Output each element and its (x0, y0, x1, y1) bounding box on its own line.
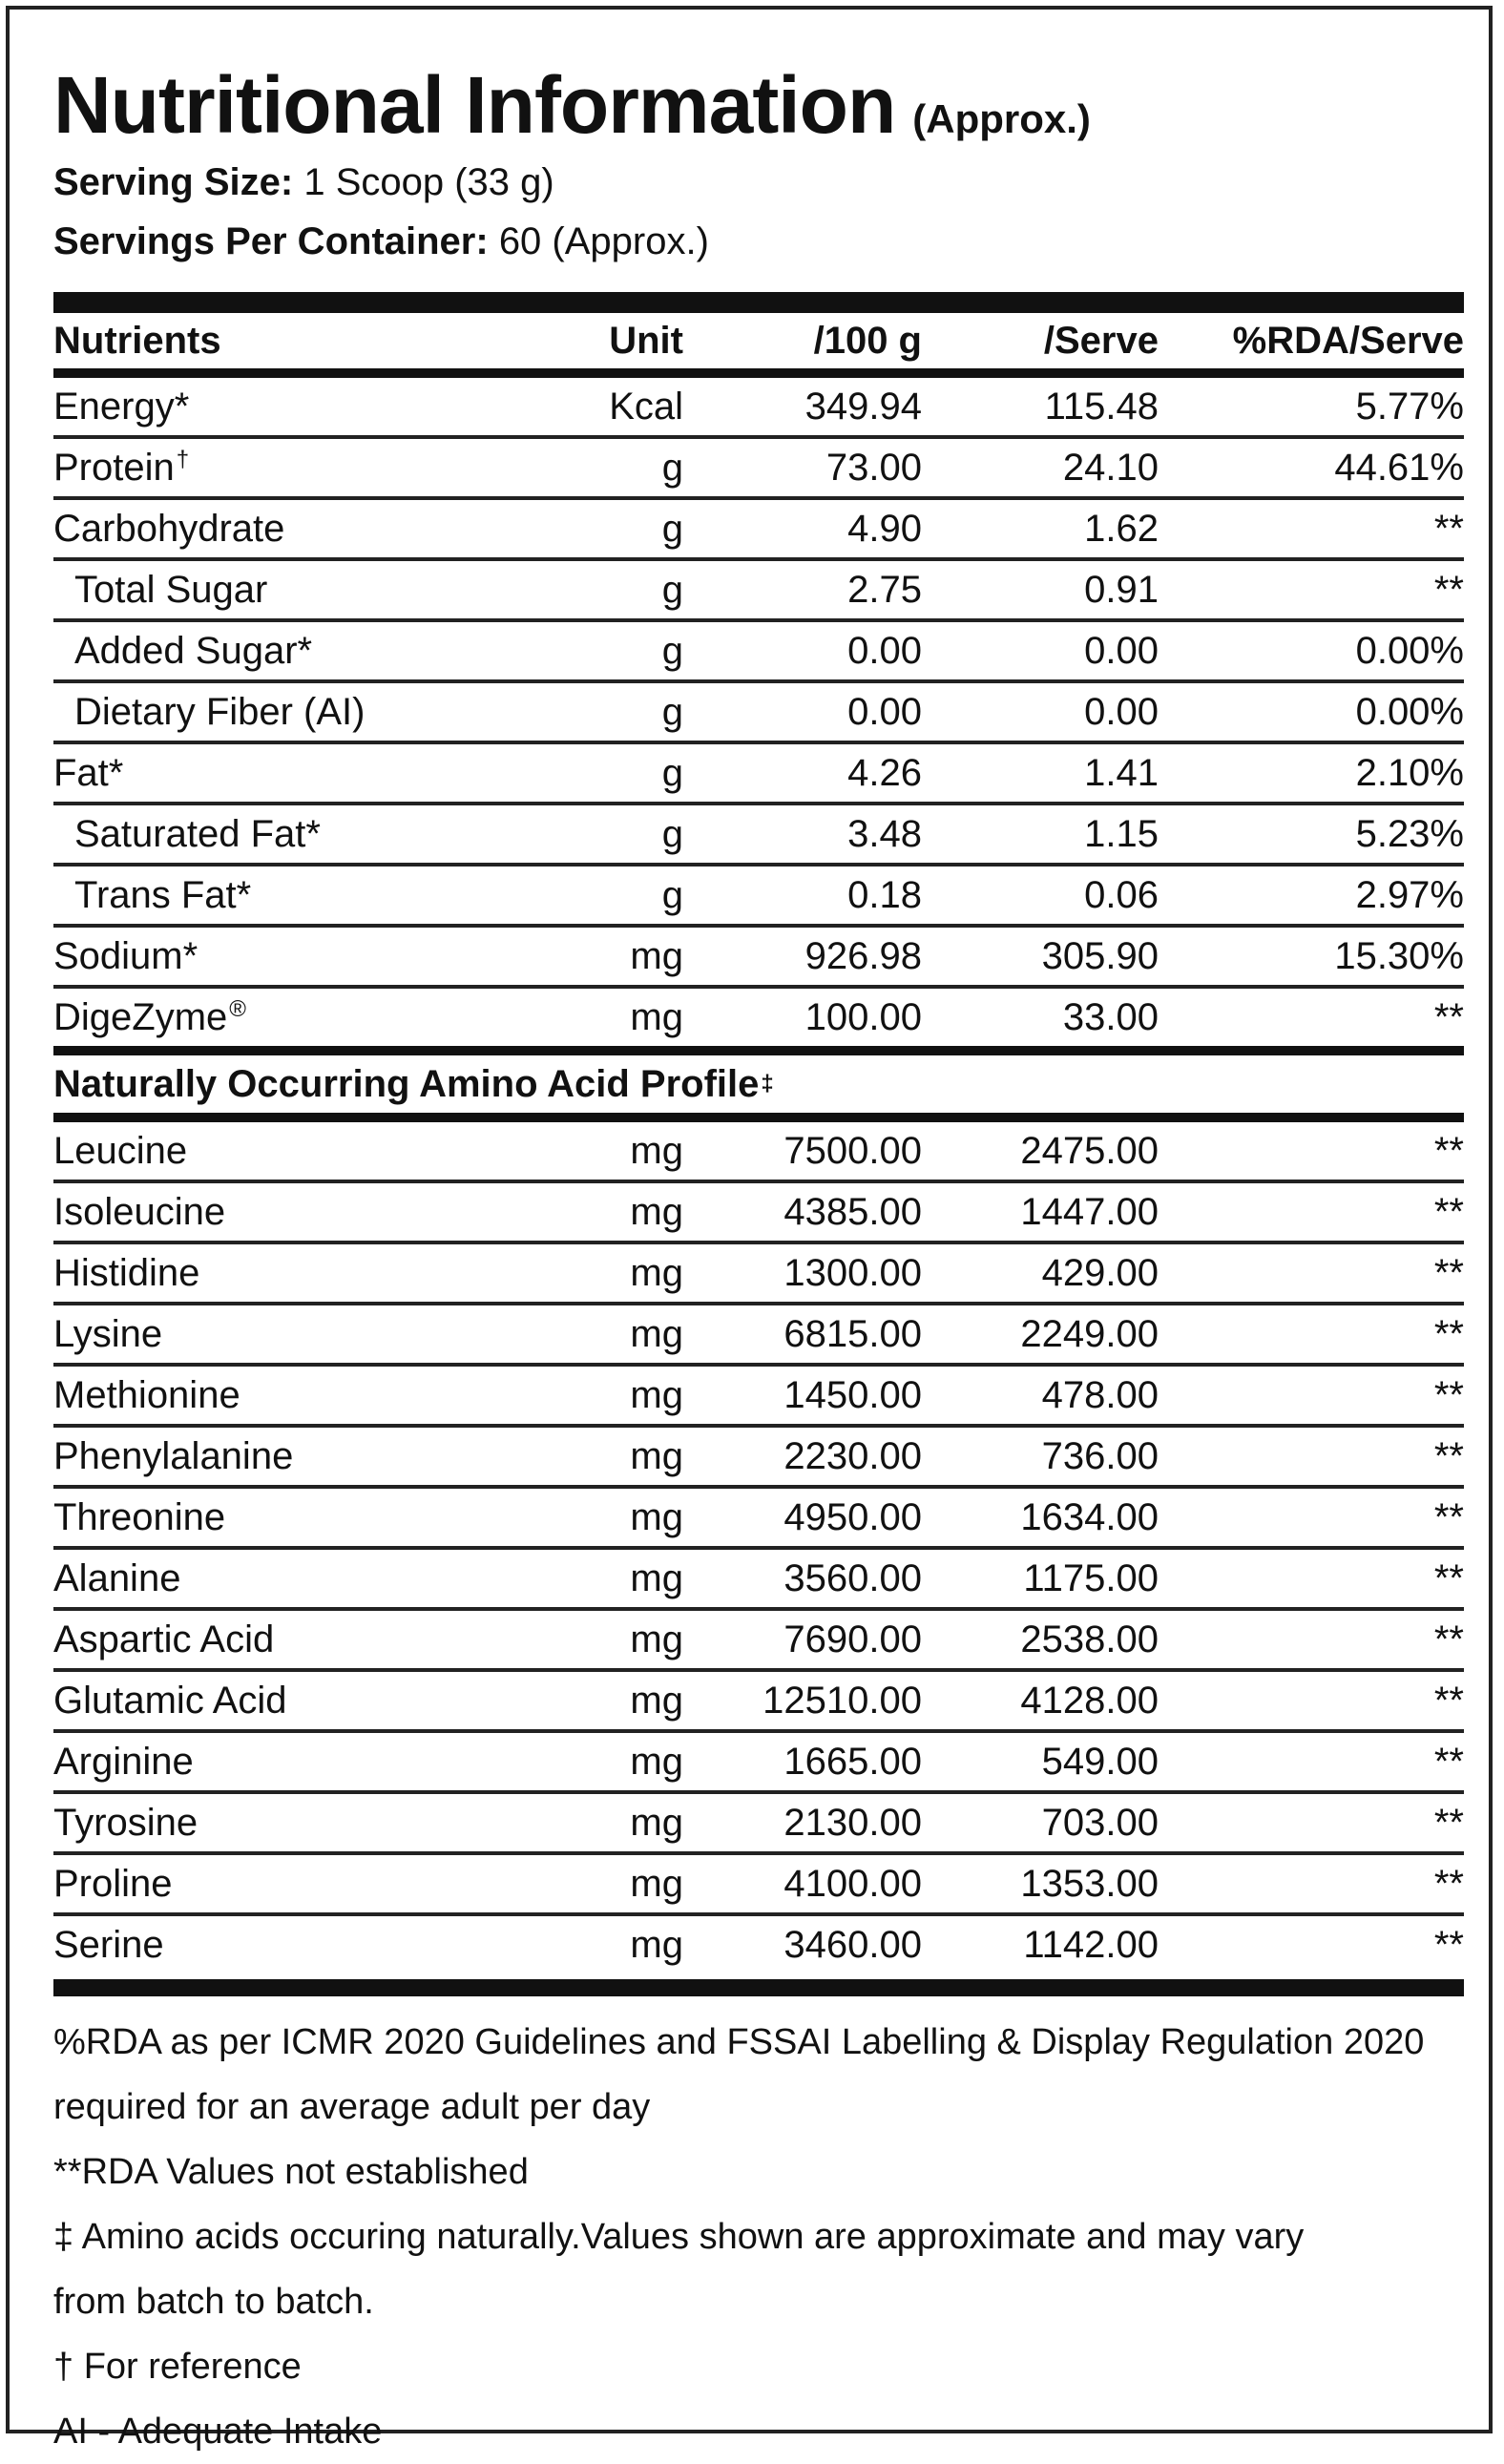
amino-rda: ** (1433, 1801, 1464, 1844)
amino-name: Serine (53, 1923, 164, 1966)
amino-rda: ** (1433, 1862, 1464, 1905)
nutrient-per-100g: 4.26 (847, 751, 922, 794)
amino-row-aspartic-acid (53, 1611, 1464, 1672)
amino-per-serve: 549.00 (1041, 1740, 1159, 1783)
double-dagger-mark: ‡ (761, 1071, 774, 1096)
nutrient-name: Protein (53, 446, 175, 489)
nutrient-name: Dietary Fiber (AI) (74, 690, 366, 733)
amino-rda: ** (1433, 1556, 1464, 1599)
nutrient-per-100g: 349.94 (804, 385, 922, 428)
amino-per-100g: 4385.00 (783, 1190, 922, 1233)
nutrient-per-100g: 926.98 (804, 934, 922, 977)
amino-per-100g: 6815.00 (783, 1312, 922, 1355)
table-bottom-divider (53, 1979, 1464, 1996)
amino-row-phenylalanine (53, 1428, 1464, 1489)
amino-name: Methionine (53, 1373, 240, 1416)
amino-per-100g: 2130.00 (783, 1801, 922, 1844)
footnote-amino-acids-cont: from batch to batch. (53, 2282, 374, 2322)
amino-row-isoleucine (53, 1183, 1464, 1244)
amino-row-arginine (53, 1733, 1464, 1794)
amino-row-histidine (53, 1244, 1464, 1305)
amino-rda: ** (1433, 1740, 1464, 1783)
amino-per-serve: 478.00 (1041, 1373, 1159, 1416)
registered-mark: ® (229, 995, 246, 1022)
amino-unit: mg (630, 1312, 683, 1355)
amino-per-serve: 703.00 (1041, 1801, 1159, 1844)
nutrient-rda: 0.00% (1355, 690, 1464, 733)
nutrient-unit: g (661, 507, 683, 550)
amino-unit: mg (630, 1373, 683, 1416)
nutrient-name: Total Sugar (74, 568, 268, 611)
amino-section-top-divider (53, 1046, 1464, 1055)
nutrition-label-content (53, 57, 1464, 2464)
column-header-per-serve: /Serve (1043, 319, 1159, 362)
amino-name: Leucine (53, 1129, 188, 1172)
amino-rda: ** (1433, 1190, 1464, 1233)
nutrient-row-sodium (53, 928, 1464, 989)
nutrient-unit: mg (630, 934, 683, 977)
amino-name: Isoleucine (53, 1190, 226, 1233)
amino-per-100g: 1665.00 (783, 1740, 922, 1783)
servings-per-container-label: Servings Per Container: (53, 220, 489, 262)
amino-name: Phenylalanine (53, 1434, 294, 1477)
amino-per-100g: 4950.00 (783, 1495, 922, 1538)
amino-rda: ** (1433, 1373, 1464, 1416)
amino-row-leucine (53, 1122, 1464, 1183)
amino-per-100g: 3460.00 (783, 1923, 922, 1966)
amino-per-serve: 1634.00 (1020, 1495, 1159, 1538)
amino-name: Alanine (53, 1556, 181, 1599)
amino-per-100g: 12510.00 (762, 1679, 922, 1722)
title-suffix: (Approx.) (912, 96, 1091, 141)
nutrient-row-energy (53, 378, 1464, 439)
amino-per-100g: 1300.00 (783, 1251, 922, 1294)
amino-unit: mg (630, 1801, 683, 1844)
amino-row-proline (53, 1855, 1464, 1916)
amino-unit: mg (630, 1434, 683, 1477)
amino-per-serve: 1142.00 (1023, 1923, 1159, 1966)
amino-unit: mg (630, 1190, 683, 1233)
amino-row-tyrosine (53, 1794, 1464, 1855)
footnote-rda-not-established: **RDA Values not established (53, 2152, 529, 2192)
amino-name: Histidine (53, 1251, 200, 1294)
page-title: Nutritional Information (53, 60, 896, 150)
amino-name: Arginine (53, 1740, 194, 1783)
footnotes (53, 2010, 1464, 2464)
nutrient-rda: 44.61% (1334, 446, 1464, 489)
amino-per-100g: 1450.00 (783, 1373, 922, 1416)
amino-section-header (53, 1055, 1464, 1113)
nutrient-unit: Kcal (609, 385, 683, 428)
amino-name: Aspartic Acid (53, 1618, 275, 1660)
amino-per-serve: 2538.00 (1020, 1618, 1159, 1660)
amino-rda: ** (1433, 1312, 1464, 1355)
nutrient-rda: 2.10% (1355, 751, 1464, 794)
nutrient-rda: ** (1433, 507, 1464, 550)
nutrient-name: DigeZyme (53, 995, 228, 1038)
nutrient-name: Added Sugar* (74, 629, 313, 672)
amino-per-serve: 429.00 (1041, 1251, 1159, 1294)
amino-rda: ** (1433, 1129, 1464, 1172)
serving-size-label: Serving Size: (53, 161, 294, 203)
nutrient-per-100g: 0.00 (847, 629, 922, 672)
serving-size-line (53, 153, 1464, 212)
nutrient-per-100g: 73.00 (825, 446, 922, 489)
nutrient-rda: 15.30% (1334, 934, 1464, 977)
amino-rda: ** (1433, 1251, 1464, 1294)
amino-per-serve: 736.00 (1041, 1434, 1159, 1477)
amino-section-bottom-divider (53, 1113, 1464, 1122)
nutrient-row-carbohydrate (53, 500, 1464, 561)
amino-unit: mg (630, 1923, 683, 1966)
nutrient-per-100g: 0.18 (847, 873, 922, 916)
amino-per-100g: 7500.00 (783, 1129, 922, 1172)
header-bottom-divider (53, 368, 1464, 378)
amino-rda: ** (1433, 1434, 1464, 1477)
nutrient-unit: mg (630, 995, 683, 1038)
title-line (53, 57, 1464, 153)
amino-per-serve: 4128.00 (1020, 1679, 1159, 1722)
amino-rda: ** (1433, 1618, 1464, 1660)
dagger-mark: † (176, 446, 190, 472)
amino-unit: mg (630, 1129, 683, 1172)
nutrient-per-100g: 100.00 (804, 995, 922, 1038)
nutrient-unit: g (661, 690, 683, 733)
amino-unit: mg (630, 1556, 683, 1599)
nutrient-per-serve: 115.48 (1044, 385, 1159, 428)
amino-per-100g: 2230.00 (783, 1434, 922, 1477)
footnote-amino-acids: ‡ Amino acids occuring naturally.Values shown are approximate and may vary (53, 2217, 1305, 2257)
footnote-adequate-intake: AI - Adequate Intake (53, 2412, 383, 2452)
nutrient-row-trans-fat (53, 867, 1464, 928)
nutrient-per-serve: 33.00 (1062, 995, 1159, 1038)
nutrient-rda: 2.97% (1355, 873, 1464, 916)
nutrient-rda: 5.23% (1355, 812, 1464, 855)
nutrient-per-serve: 1.62 (1084, 507, 1159, 550)
footnote-reference: † For reference (53, 2347, 302, 2387)
nutrient-unit: g (661, 812, 683, 855)
amino-unit: mg (630, 1679, 683, 1722)
nutrient-per-serve: 24.10 (1062, 446, 1159, 489)
amino-per-serve: 2475.00 (1020, 1129, 1159, 1172)
servings-per-container-line (53, 212, 1464, 271)
nutrient-rda: ** (1433, 568, 1464, 611)
nutrient-name: Carbohydrate (53, 507, 285, 550)
nutrient-unit: g (661, 629, 683, 672)
nutrient-per-serve: 1.41 (1084, 751, 1159, 794)
nutrient-unit: g (661, 751, 683, 794)
amino-rda: ** (1433, 1679, 1464, 1722)
amino-name: Proline (53, 1862, 173, 1905)
nutrient-per-100g: 3.48 (847, 812, 922, 855)
amino-row-serine (53, 1916, 1464, 1973)
nutrient-row-digezyme (53, 989, 1464, 1046)
nutrient-rda: 0.00% (1355, 629, 1464, 672)
nutrient-name: Sodium* (53, 934, 198, 977)
nutrient-per-100g: 0.00 (847, 690, 922, 733)
nutrient-per-serve: 0.91 (1084, 568, 1159, 611)
nutrient-row-dietary-fiber (53, 683, 1464, 744)
amino-name: Threonine (53, 1495, 226, 1538)
amino-name: Lysine (53, 1312, 163, 1355)
nutrient-row-saturated-fat (53, 805, 1464, 867)
nutrient-per-serve: 0.06 (1084, 873, 1159, 916)
amino-row-threonine (53, 1489, 1464, 1550)
footnote-rda-basis: %RDA as per ICMR 2020 Guidelines and FSSAI Labelling & Display Regulation 2020 (53, 2022, 1425, 2062)
amino-unit: mg (630, 1251, 683, 1294)
header-top-divider (53, 292, 1464, 313)
nutrient-name: Energy* (53, 385, 190, 428)
amino-unit: mg (630, 1618, 683, 1660)
nutrition-label-frame (6, 6, 1493, 2452)
nutrient-row-added-sugar (53, 622, 1464, 683)
amino-per-100g: 4100.00 (783, 1862, 922, 1905)
amino-rda: ** (1433, 1923, 1464, 1966)
nutrient-name: Trans Fat* (74, 873, 252, 916)
amino-per-100g: 7690.00 (783, 1618, 922, 1660)
nutrient-row-protein (53, 439, 1464, 500)
amino-rda: ** (1433, 1495, 1464, 1538)
amino-per-serve: 1353.00 (1020, 1862, 1159, 1905)
column-header-rda: %RDA/Serve (1232, 319, 1464, 362)
amino-per-serve: 1175.00 (1023, 1556, 1159, 1599)
amino-unit: mg (630, 1740, 683, 1783)
nutrient-row-fat (53, 744, 1464, 805)
column-header-unit: Unit (609, 319, 683, 362)
footnote-rda-basis-cont: required for an average adult per day (53, 2087, 651, 2127)
nutrient-row-total-sugar (53, 561, 1464, 622)
column-header-per-100g: /100 g (813, 319, 922, 362)
nutrient-per-serve: 1.15 (1084, 812, 1159, 855)
column-header-nutrients: Nutrients (53, 319, 221, 362)
amino-per-serve: 1447.00 (1020, 1190, 1159, 1233)
amino-name: Glutamic Acid (53, 1679, 287, 1722)
nutrient-per-serve: 0.00 (1084, 690, 1159, 733)
nutrient-name: Fat* (53, 751, 124, 794)
amino-row-alanine (53, 1550, 1464, 1611)
amino-unit: mg (630, 1862, 683, 1905)
table-header-row (53, 313, 1464, 368)
nutrient-per-100g: 4.90 (847, 507, 922, 550)
nutrient-rda: 5.77% (1355, 385, 1464, 428)
nutrient-unit: g (661, 568, 683, 611)
nutrient-rda: ** (1433, 995, 1464, 1038)
nutrient-unit: g (661, 873, 683, 916)
amino-name: Tyrosine (53, 1801, 198, 1844)
serving-size-value: 1 Scoop (33 g) (303, 161, 554, 203)
amino-row-lysine (53, 1305, 1464, 1367)
nutrient-unit: g (661, 446, 683, 489)
amino-per-100g: 3560.00 (783, 1556, 922, 1599)
amino-section-title: Naturally Occurring Amino Acid Profile (53, 1062, 760, 1105)
amino-per-serve: 2249.00 (1020, 1312, 1159, 1355)
nutrient-per-serve: 0.00 (1084, 629, 1159, 672)
servings-per-container-value: 60 (Approx.) (498, 220, 709, 262)
amino-row-methionine (53, 1367, 1464, 1428)
amino-unit: mg (630, 1495, 683, 1538)
nutrient-name: Saturated Fat* (74, 812, 321, 855)
nutrient-per-serve: 305.90 (1041, 934, 1159, 977)
amino-row-glutamic-acid (53, 1672, 1464, 1733)
nutrient-per-100g: 2.75 (847, 568, 922, 611)
